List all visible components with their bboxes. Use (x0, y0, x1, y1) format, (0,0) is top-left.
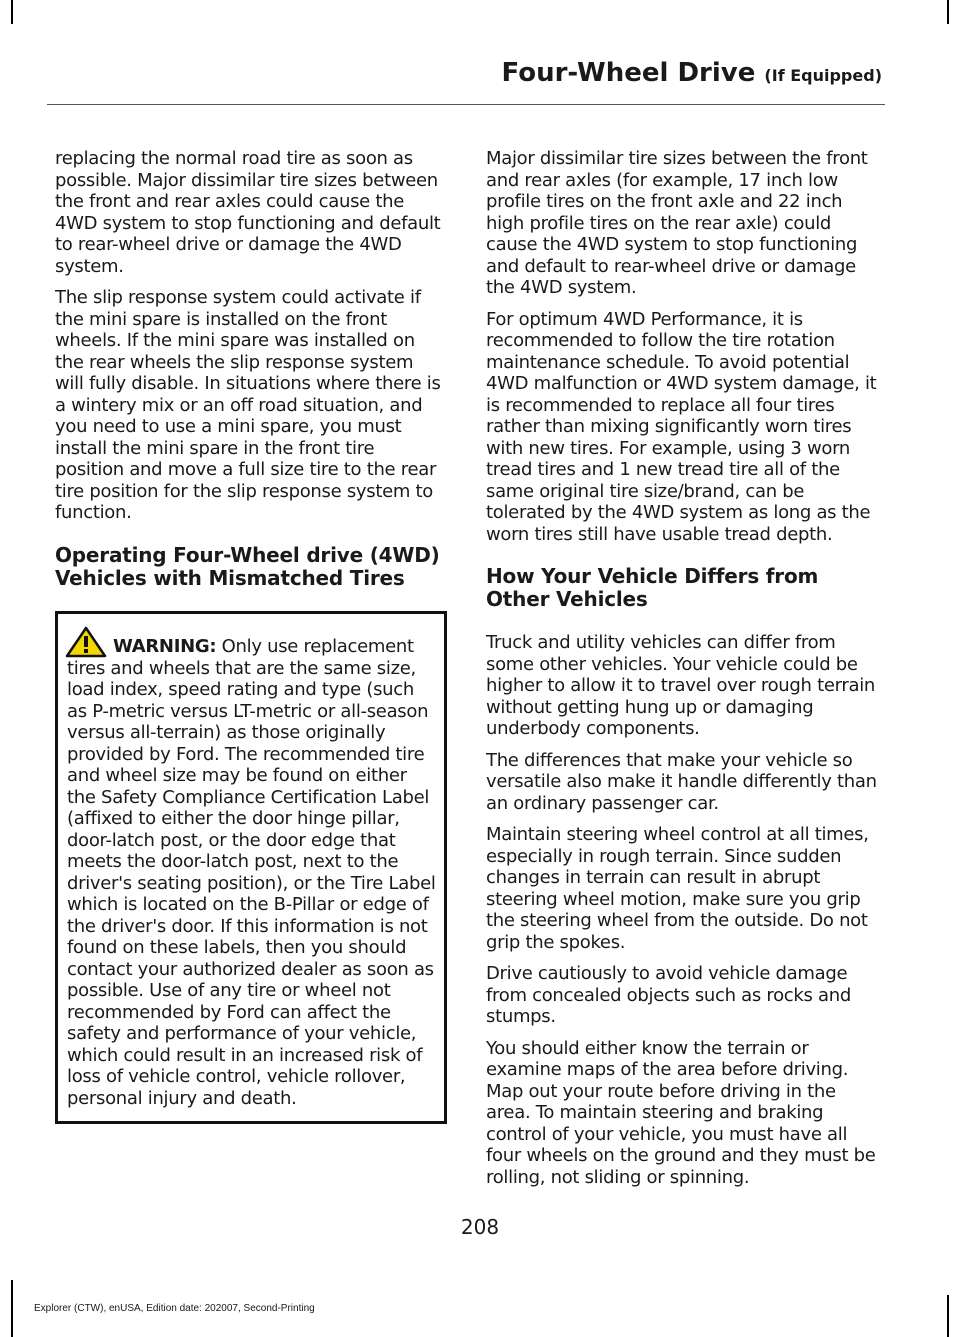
paragraph: The differences that make your vehicle so versatile also make it handle differently than an ordinary passenger car. (486, 749, 877, 814)
warning-text-block (67, 626, 436, 1110)
page-title-suffix: (If Equipped) (764, 66, 882, 85)
paragraph: Drive cautiously to avoid vehicle damage from concealed objects such as rocks and stumps. (486, 963, 851, 1027)
crop-mark-top-left (11, 0, 13, 24)
paragraph: Truck and utility vehicles can differ from some other vehicles. Your vehicle could be higher to allow it to travel over rough terrain without getting hung up or damaging underbody components. (486, 632, 876, 739)
page-title (502, 58, 882, 88)
section-heading: How Your Vehicle Differs from Other Vehicles (486, 564, 819, 611)
left-column (55, 148, 447, 1124)
paragraph: replacing the normal road tire as soon as possible. Major dissimilar tire sizes between the front and rear axles could cause the 4WD system to stop functioning and default to rear-wheel drive or damage the 4WD system. (55, 148, 441, 277)
warning-label: WARNING: (113, 635, 217, 657)
right-column (486, 148, 878, 1198)
paragraph: The slip response system could activate if the mini spare is installed on the front wheels. If the mini spare was installed on the rear wheels the slip response system will fully disable. In situations where there is a wintery mix or an off road situation, and you need to use a mini spare, you must install the mini spare in the front tire position and move a full size tire to the rear tire position for the slip response system to function. (55, 287, 441, 523)
footer-text: Explorer (CTW), enUSA, Edition date: 202007, Second-Printing (34, 1303, 315, 1314)
paragraph: Maintain steering wheel control at all times, especially in rough terrain. Since sudden changes in terrain can result in abrupt steering wheel motion, make sure you grip the steering wheel from the outside. Do not grip the spokes. (486, 824, 869, 953)
header-divider (47, 104, 885, 105)
paragraph: For optimum 4WD Performance, it is recommended to follow the tire rotation maintenance schedule. To avoid potential 4WD malfunction or 4WD system damage, it is recommended to replace all four tires rather than mixing significantly worn tires with new tires. For example, using 3 worn tread tires and 1 new tread tire all of the same original tire size/brand, can be tolerated by the 4WD system as long as the worn tires still have usable tread depth. (486, 308, 877, 545)
warning-text: Only use replacement tires and wheels that are the same size, load index, speed rating and type (such as P-metric versus LT-metric or all-season versus all-terrain) as those originally provided by Ford. The recommended tire and wheel size may be found on either the Safety Compliance Certification Label (affixed to either the door hinge pillar, door-latch post, or the door edge that meets the door-latch post, next to the driver's seating position), or the Tire Label which is located on the B-Pillar or edge of the driver's door. If this information is not found on these labels, then you should contact your authorized dealer as soon as possible. Use of any tire or wheel not recommended by Ford can affect the safety and performance of your vehicle, which could result in an increased risk of loss of vehicle control, vehicle rollover, personal injury and death. (67, 635, 436, 1109)
page-number: 208 (460, 1215, 500, 1239)
crop-mark-bottom-left (11, 1280, 13, 1337)
crop-mark-top-right (947, 0, 949, 24)
crop-mark-bottom-right (947, 1295, 949, 1337)
page-title-main: Four-Wheel Drive (501, 58, 756, 88)
section-heading: Operating Four-Wheel drive (4WD) Vehicles with Mismatched Tires (55, 542, 440, 590)
paragraph: You should either know the terrain or examine maps of the area before driving. Map out your route before driving in the area. To maintain steering and braking control of your vehicle, you must have all four wheels on the ground and they must be rolling, not sliding or spinning. (486, 1037, 876, 1188)
warning-triangle-icon (65, 626, 107, 658)
paragraph: Major dissimilar tire sizes between the front and rear axles (for example, 17 inch low profile tires on the front axle and 22 inch high profile tires on the rear axle) could cause the 4WD system to stop functioning and default to rear-wheel drive or damage the 4WD system. (486, 148, 868, 298)
warning-box (55, 611, 447, 1125)
